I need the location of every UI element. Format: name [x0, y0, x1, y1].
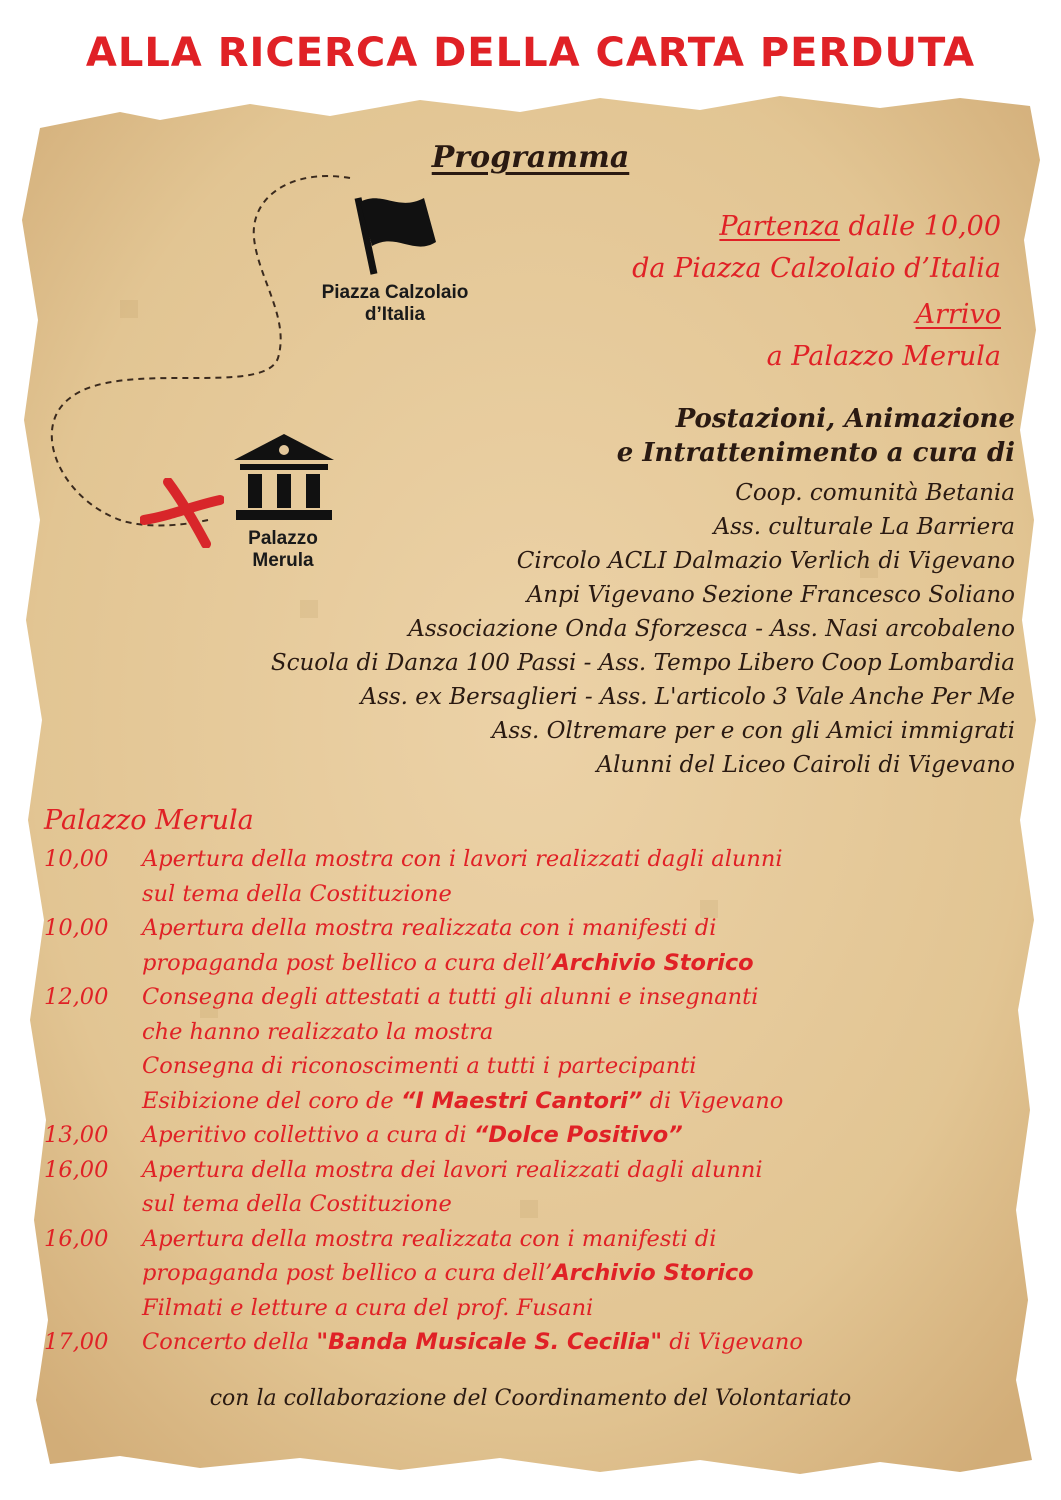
schedule-entry: 13,00 Aperitivo collettivo a cura di “Dolce Positivo”: [44, 1122, 683, 1148]
schedule-entry: 12,00 Consegna degli attestati a tutti gli alunni e insegnanti che hanno realizzato la mostra Consegna di riconoscimenti a tutti i partecipanti Esibizione del coro de “I Maestri Cantori” di Vigevano: [44, 984, 784, 1114]
schedule-entry: 10,00 Apertura della mostra con i lavori realizzati dagli alunni sul tema della Costituzione: [44, 846, 783, 907]
list-item: Ass. Oltremare per e con gli Amici immigrati: [491, 718, 1015, 744]
list-item: Anpi Vigevano Sezione Francesco Soliano: [526, 582, 1015, 608]
route-info: [632, 206, 1001, 378]
programma-heading: Programma: [431, 140, 630, 175]
x-marker-icon: [140, 478, 224, 548]
schedule-title: Palazzo Merula: [44, 805, 254, 836]
list-item: Ass. ex Bersaglieri - Ass. L'articolo 3 Vale Anche Per Me: [360, 684, 1015, 710]
list-item: Alunni del Liceo Cairoli di Vigevano: [596, 752, 1015, 778]
arrival-place: a Palazzo Merula: [766, 341, 1001, 372]
poster-title: ALLA RICERCA DELLA CARTA PERDUTA: [85, 30, 976, 76]
end-label: Palazzo Merula: [248, 528, 318, 571]
departure-place: da Piazza Calzolaio d’Italia: [632, 253, 1001, 284]
list-item: Coop. comunità Betania: [735, 480, 1015, 506]
arrival-label: Arrivo: [915, 299, 1001, 330]
schedule-entry: 16,00 Apertura della mostra dei lavori realizzati dagli alunni sul tema della Costituzione: [44, 1156, 763, 1217]
list-item: Circolo ACLI Dalmazio Verlich di Vigevano: [516, 548, 1015, 574]
list-item: Associazione Onda Sforzesca - Ass. Nasi arcobaleno: [408, 616, 1015, 642]
schedule-entry: 17,00 Concerto della "Banda Musicale S. Cecilia" di Vigevano: [44, 1329, 803, 1355]
list-item: Ass. culturale La Barriera: [713, 514, 1015, 540]
list-item: Scuola di Danza 100 Passi - Ass. Tempo Libero Coop Lombardia: [270, 650, 1015, 676]
footer-credit: con la collaborazione del Coordinamento del Volontariato: [209, 1386, 852, 1411]
flag-icon: [352, 192, 440, 276]
schedule-list: [44, 842, 1034, 1360]
start-label: Piazza Calzolaio d’Italia: [321, 282, 469, 325]
stations-heading: Postazioni, Animazione e Intrattenimento a cura di: [616, 404, 1015, 468]
organizations-list: [271, 476, 1015, 782]
schedule-entry: 16,00 Apertura della mostra realizzata con i manifesti di propaganda post bellico a cura dell’Archivio Storico Filmati e letture a cura del prof. Fusani: [44, 1225, 754, 1321]
schedule-entry: 10,00 Apertura della mostra realizzata con i manifesti di propaganda post bellico a cura dell’Archivio Storico: [44, 915, 754, 976]
departure-label: Partenza: [719, 211, 840, 242]
departure-line: Partenza dalle 10,00: [719, 211, 1001, 242]
